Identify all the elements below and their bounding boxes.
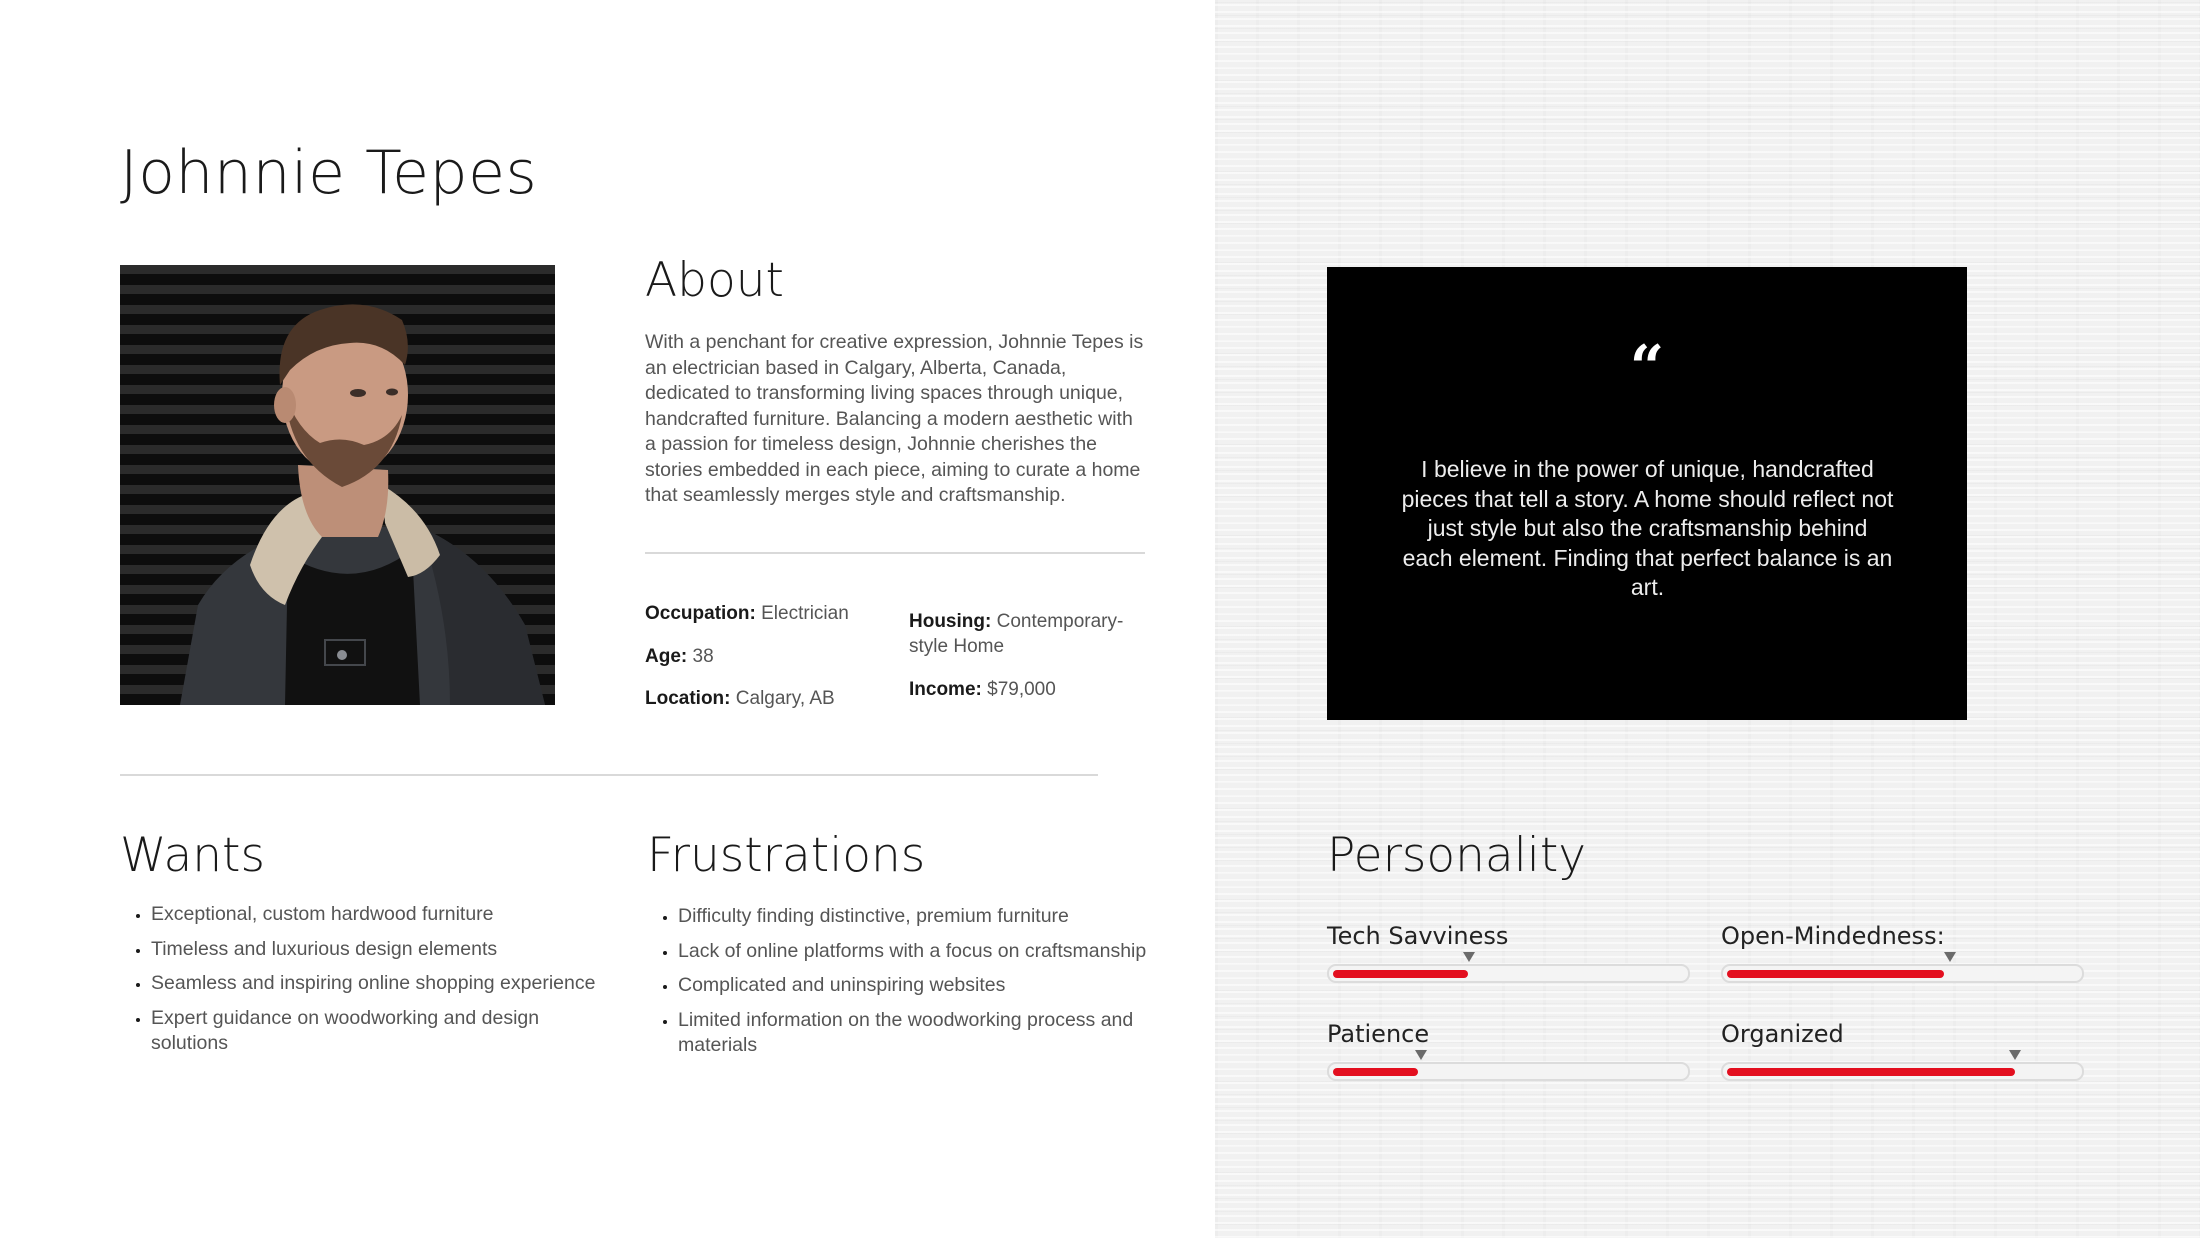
location-label: Location: [645, 688, 731, 709]
list-item: • Complicated and uninspiring websites [678, 973, 1148, 998]
frustrations-title: Frustrations [647, 828, 926, 883]
wants-list [120, 902, 611, 1065]
section-divider [120, 774, 1098, 776]
frustrations-list [647, 904, 1148, 1067]
triangle-down-icon [1463, 952, 1475, 962]
trait-label: Open-Mindedness: [1721, 922, 1945, 950]
list-item: • Difficulty finding distinctive, premium furniture [678, 904, 1148, 929]
trait-label: Organized [1721, 1020, 1844, 1048]
personality-title: Personality [1327, 828, 1587, 883]
trait-fill [1333, 970, 1468, 978]
about-title: About [645, 253, 784, 308]
detail-location [645, 686, 835, 711]
income-label: Income: [909, 679, 982, 700]
trait-fill [1727, 1068, 2015, 1076]
income-value: $79,000 [987, 679, 1056, 700]
trait-label: Patience [1327, 1020, 1430, 1048]
trait-track [1721, 964, 2084, 983]
detail-occupation [645, 601, 849, 626]
detail-housing [909, 609, 1139, 659]
quote-icon: “ [1629, 333, 1665, 403]
location-value: Calgary, AB [735, 688, 835, 709]
about-divider [645, 552, 1145, 554]
age-value: 38 [692, 646, 714, 667]
list-item: • Expert guidance on woodworking and design solutions [151, 1006, 611, 1056]
housing-value: Contemporary-style Home [909, 611, 1124, 657]
list-item: • Limited information on the woodworking process and materials [678, 1008, 1148, 1058]
trait-track [1327, 964, 1690, 983]
occupation-value: Electrician [761, 603, 849, 624]
triangle-down-icon [2009, 1050, 2021, 1060]
age-label: Age: [645, 646, 688, 667]
persona-photo [120, 265, 555, 705]
wants-title: Wants [120, 828, 265, 883]
trait-label: Tech Savviness [1327, 922, 1509, 950]
list-item: • Lack of online platforms with a focus on craftsmanship [678, 939, 1148, 964]
list-item: • Timeless and luxurious design elements [151, 937, 611, 962]
trait-fill [1333, 1068, 1418, 1076]
list-item: • Exceptional, custom hardwood furniture [151, 902, 611, 927]
detail-income [909, 677, 1056, 702]
trait-track [1721, 1062, 2084, 1081]
quote-text: I believe in the power of unique, handcrafted pieces that tell a story. A home should reflect not just style but also the craftsmanship behind each element. Finding that perfect balance is an art. [1401, 456, 1894, 600]
list-item: • Seamless and inspiring online shopping experience [151, 971, 611, 996]
trait-track [1327, 1062, 1690, 1081]
trait-fill [1727, 970, 1944, 978]
triangle-down-icon [1415, 1050, 1427, 1060]
detail-age [645, 644, 714, 669]
about-text: With a penchant for creative expression, Johnnie Tepes is an electrician based in Calgary, Alberta, Canada, dedicated to transforming living spaces through unique, handcrafted furniture. Balancing a modern aesthetic with a passion for timeless design, Johnnie cherishes the stories embedded in each piece, aiming to curate a home that seamlessly merges style and craftsmanship. [645, 331, 1144, 506]
housing-label: Housing: [909, 611, 992, 632]
persona-name: Johnnie Tepes [120, 138, 538, 208]
occupation-label: Occupation: [645, 603, 756, 624]
triangle-down-icon [1944, 952, 1956, 962]
